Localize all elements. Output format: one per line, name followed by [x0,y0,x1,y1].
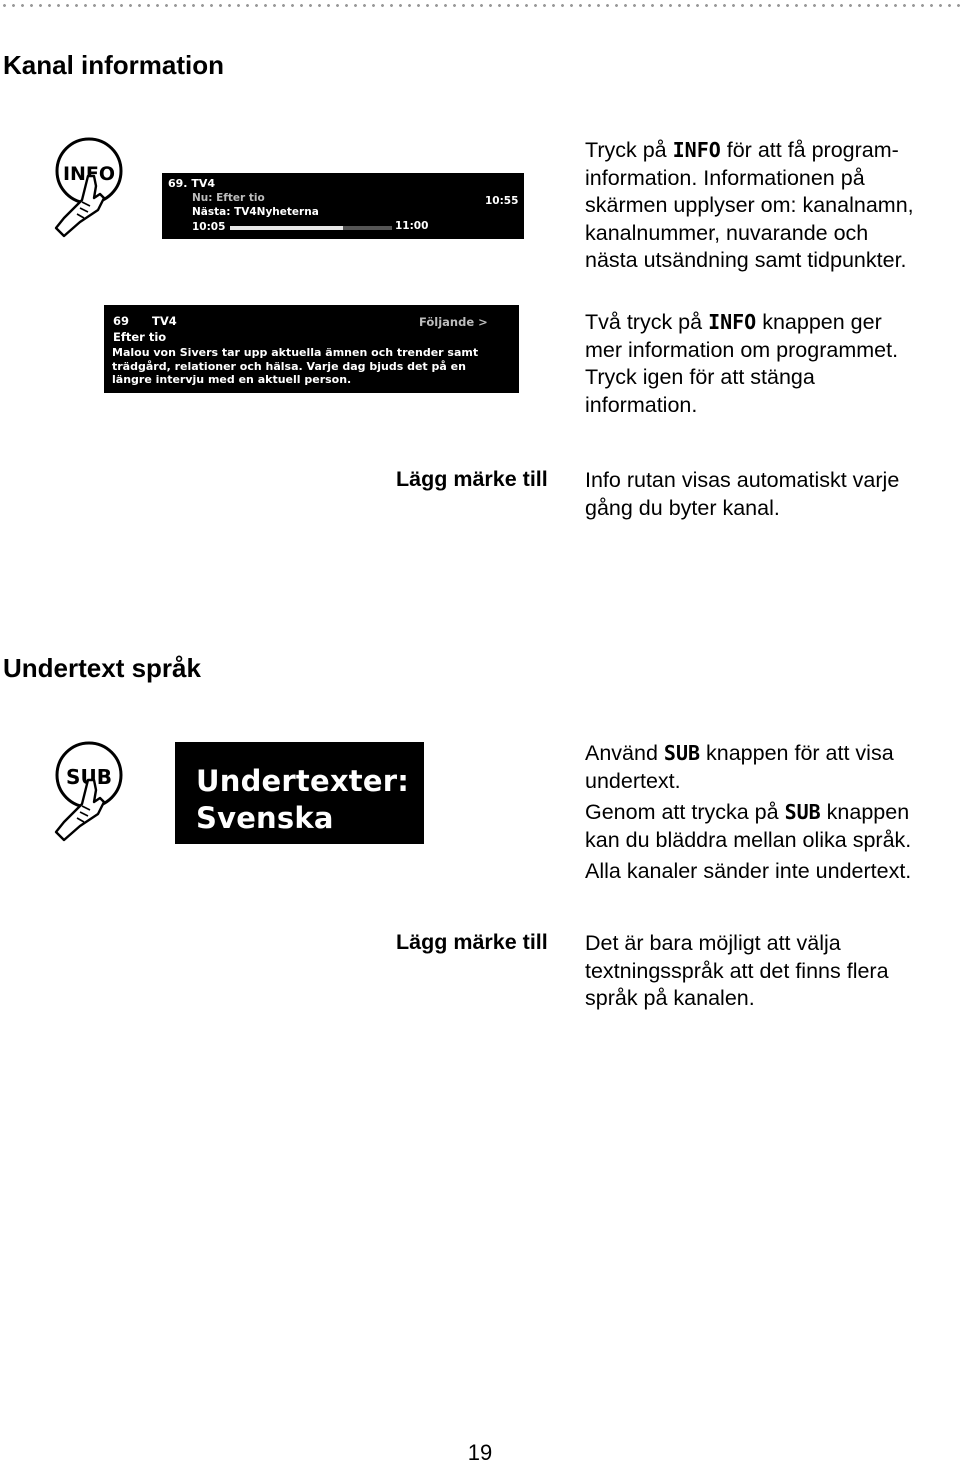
info-button-press-icon [50,136,130,242]
sub-key-label: SUB [66,765,112,789]
osd-description-line: Malou von Sivers tar upp aktuella ämnen och trender samt [112,346,479,359]
osd-description-line: längre intervju med en aktuell person. [112,373,352,386]
osd-end-time: 11:00 [395,220,429,232]
note-text: Info rutan visas automatiskt varje gång du byter kanal. [585,468,900,520]
note-text: Det är bara möjligt att välja textningsspråk att det finns flera språk på kanalen. [585,931,889,1010]
osd-clock: 10:55 [485,195,519,207]
info-description-paragraph: Tryck på INFO för att få program- information. Informationen på skärmen upplyser om: kanalnamn, kanalnummer, nuvarande och nästa utsändning samt tidpunkter. [585,138,914,272]
subtitle-osd [175,742,424,844]
dotted-header-rule [0,3,960,8]
info-key-inline: INFO [672,138,721,162]
osd-progress-track [230,226,392,230]
info-banner-osd [162,173,524,239]
osd-progress-fill [230,226,343,230]
osd-next: Nästa: TV4Nyheterna [192,206,319,218]
osd-channel: 69. TV4 [168,177,215,190]
page-number: 19 [467,1440,493,1465]
osd-subtitles-label: Undertexter: [196,764,409,798]
heading-undertext-sprak: Undertext språk [3,653,201,683]
osd-description-line: trädgård, relationer och hälsa. Varje dag bjuds det på en [112,360,466,373]
osd-channel-name: TV4 [152,314,177,328]
info-double-press-paragraph: Två tryck på INFO knappen ger mer information om programmet. Tryck igen för att stänga information. [585,310,899,417]
osd-channel-number: 69 [113,314,130,328]
sub-key-inline: SUB [784,800,821,824]
info-key-inline: INFO [708,310,757,334]
extended-info-osd [104,305,519,393]
note-label: Lägg märke till [396,467,548,491]
info-key-label: INFO [62,163,116,185]
osd-subtitles-language: Svenska [196,801,334,835]
sub-cycle-paragraph: Genom att trycka på SUB knappen kan du bläddra mellan olika språk. [585,800,912,852]
note-label: Lägg märke till [396,930,548,954]
osd-following: Följande > [419,315,488,329]
osd-program-title: Efter tio [113,330,167,344]
osd-now: Nu: Efter tio [192,192,265,204]
sub-usage-paragraph: Använd SUB knappen för att visa undertext. [585,741,894,793]
osd-start-time: 10:05 [192,221,226,233]
heading-kanal-information: Kanal information [3,50,225,80]
sub-availability-paragraph: Alla kanaler sänder inte undertext. [585,859,912,883]
sub-button-press-icon [50,740,130,846]
sub-key-inline: SUB [663,741,701,765]
